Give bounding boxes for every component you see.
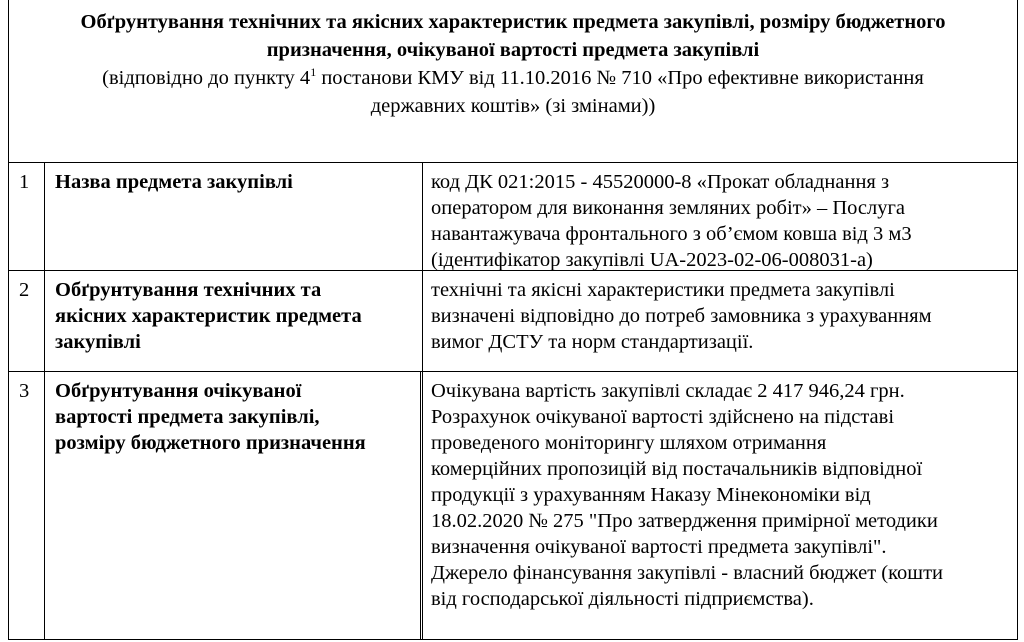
row-name-line: якісних характеристик предмета: [55, 305, 362, 327]
justification-document: [8, 0, 1018, 640]
row-value-line: технічні та якісні характеристики предмета закупівлі: [431, 279, 895, 301]
subtitle-superscript: 1: [310, 65, 317, 80]
row-number: 3: [9, 372, 45, 640]
row-value-line: навантажувача фронтального з об’ємом ковша від 3 м3: [431, 223, 912, 245]
row-number: 1: [9, 163, 45, 270]
row-name: [45, 163, 423, 270]
row-value-line: комерційних пропозицій від постачальників відповідної: [431, 458, 923, 480]
row-value-line: оператором для виконання земляних робіт» – Послуга: [431, 197, 906, 219]
row-value: [423, 372, 1017, 640]
title-line-2: призначення, очікуваної вартості предмета закупівлі: [266, 39, 760, 61]
row-value-line: від господарської діяльності підприємства).: [431, 588, 814, 610]
row-value-line: вимог ДСТУ та норм стандартизації.: [431, 331, 754, 353]
document-subtitle: [39, 64, 987, 120]
document-header: [9, 0, 1017, 163]
subtitle-text-after: постанови КМУ від 11.10.2016 № 710 «Про ефективне використання: [316, 67, 924, 89]
document-title: [25, 8, 1001, 64]
row-name-line: вартості предмета закупівлі,: [55, 406, 320, 428]
subtitle-line-1: [39, 64, 987, 92]
title-line-1: Обґрунтування технічних та якісних характеристик предмета закупівлі, розміру бюджетного: [80, 11, 946, 33]
row-name-line: Назва предмета закупівлі: [55, 171, 293, 193]
row-value-line: визначені відповідно до потреб замовника з урахуванням: [431, 305, 932, 327]
row-value-line: проведеного моніторингу шляхом отримання: [431, 432, 827, 454]
row-value: [423, 163, 1017, 270]
row-value-line: продукції з урахуванням Наказу Мінекономіки від: [431, 484, 871, 506]
row-name-line: закупівлі: [55, 331, 141, 353]
table-row: [9, 271, 1017, 372]
row-value: [423, 271, 1017, 371]
subtitle-line-2: державних коштів» (зі змінами)): [370, 95, 656, 117]
row-name-line: Обґрунтування технічних та: [55, 279, 322, 301]
row-value-line: визначення очікуваної вартості предмета закупівлі".: [431, 536, 887, 558]
row-value-line: код ДК 021:2015 - 45520000-8 «Прокат обладнання з: [431, 171, 890, 193]
row-value-line: Розрахунок очікуваної вартості здійснено на підставі: [431, 406, 895, 428]
row-name: [45, 372, 423, 640]
row-value-line: Очікувана вартість закупівлі складає 2 417 946,24 грн.: [431, 380, 905, 402]
row-value-line: (ідентифікатор закупівлі UA-2023-02-06-008031-a): [431, 249, 873, 271]
table-row: [9, 372, 1017, 640]
table-row: [9, 163, 1017, 271]
row-name-line: розміру бюджетного призначення: [55, 432, 366, 454]
row-name: [45, 271, 423, 371]
subtitle-text-before: (відповідно до пункту 4: [102, 67, 311, 89]
row-number: 2: [9, 271, 45, 371]
row-value-line: Джерело фінансування закупівлі - власний бюджет (кошти: [431, 562, 944, 584]
row-name-line: Обґрунтування очікуваної: [55, 380, 302, 402]
row-value-line: 18.02.2020 № 275 "Про затвердження примірної методики: [431, 510, 938, 532]
